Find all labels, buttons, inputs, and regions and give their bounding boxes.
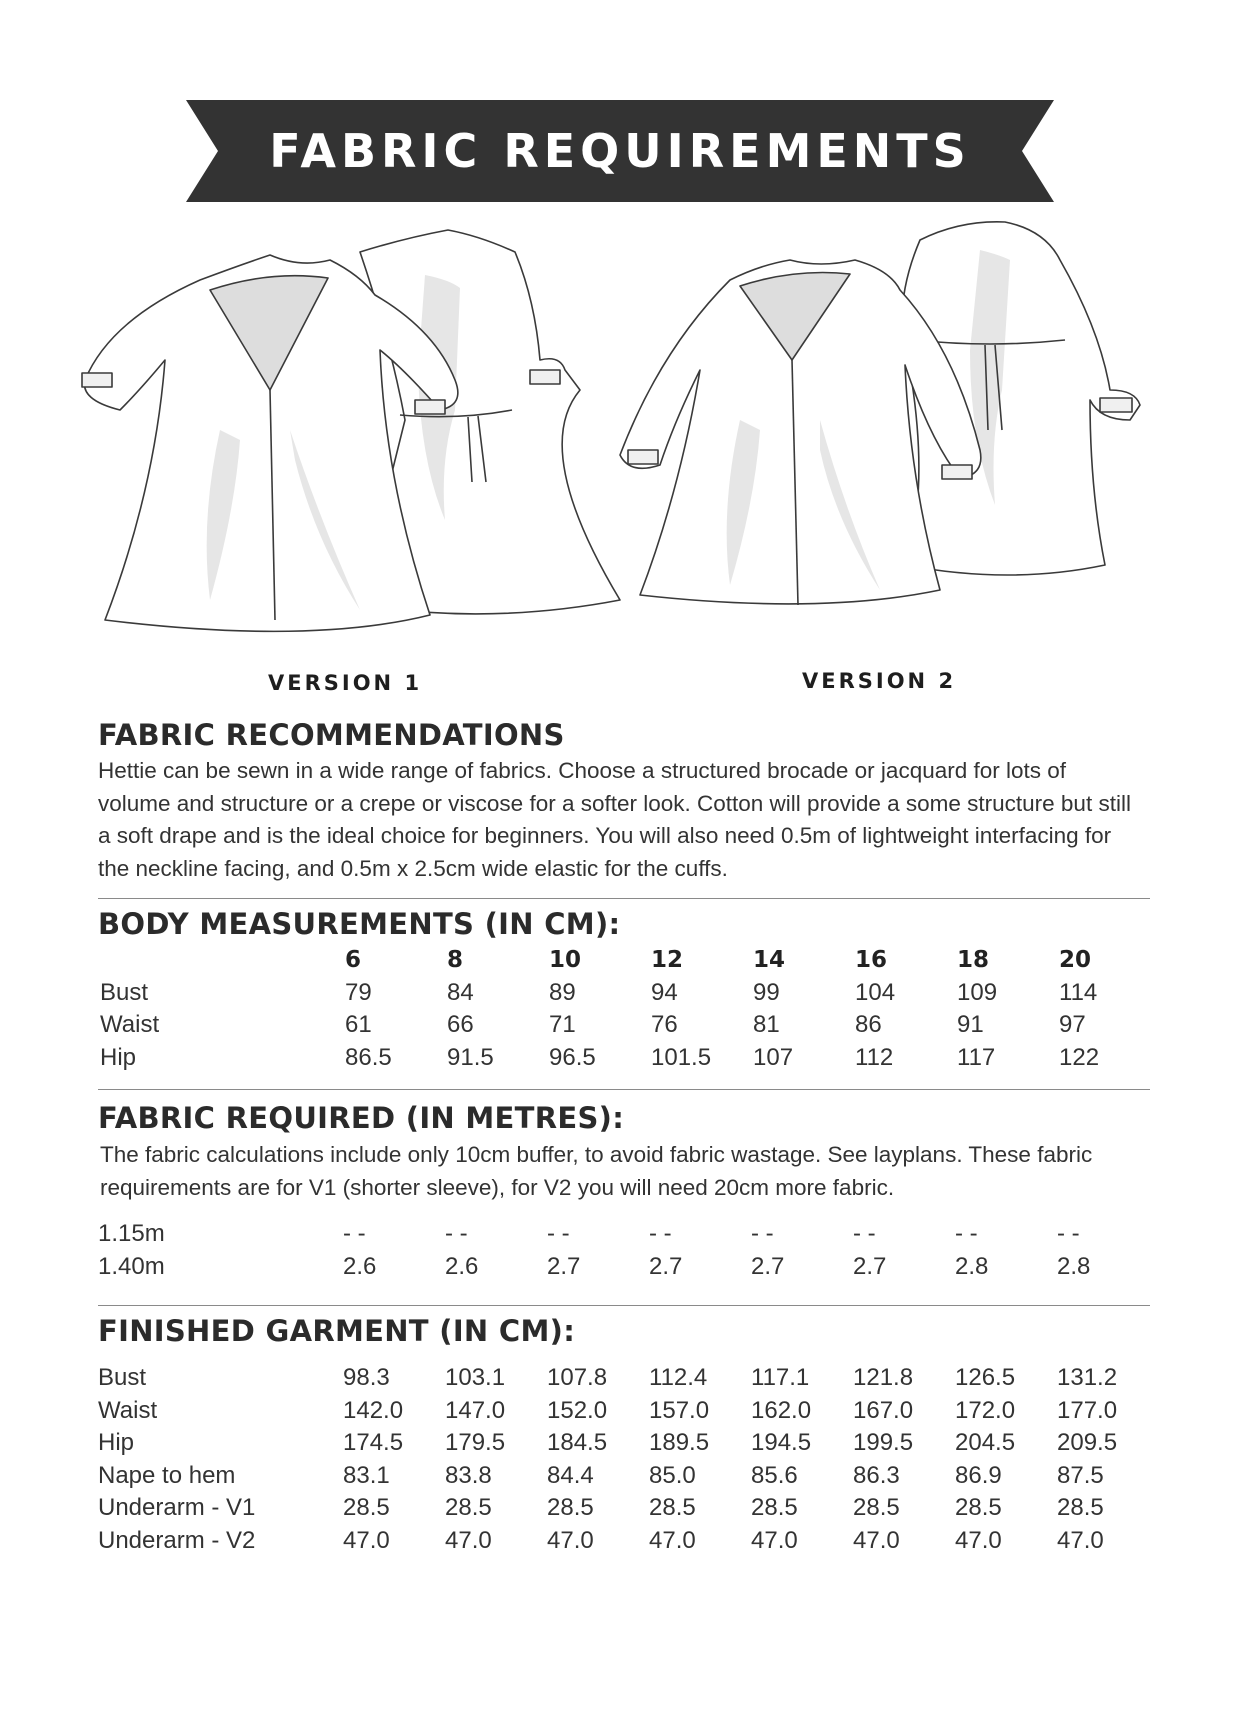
table-cell: 86	[855, 1011, 882, 1038]
table-cell: 162.0	[751, 1396, 812, 1424]
fabric-required-table	[98, 1218, 1159, 1283]
table-cell: 126.5	[955, 1364, 1016, 1391]
row-label: Waist	[98, 1396, 158, 1424]
table-cell: - -	[751, 1220, 774, 1247]
row-label: Underarm - V2	[98, 1526, 256, 1554]
table-cell: 28.5	[751, 1494, 798, 1521]
table-cell: 81	[753, 1011, 780, 1038]
table-cell: - -	[445, 1220, 468, 1247]
table-cell: 189.5	[649, 1429, 710, 1456]
fabric-note-line: The fabric calculations include only 10cm buffer, to avoid fabric wastage. See layplans. These fabric	[100, 1142, 1093, 1167]
table-cell: 2.7	[853, 1252, 887, 1280]
section-divider	[98, 898, 1150, 899]
table-cell: 83.1	[343, 1461, 390, 1489]
table-cell: 209.5	[1057, 1429, 1118, 1456]
table-cell: 47.0	[751, 1526, 798, 1554]
table-cell: - -	[1057, 1220, 1080, 1247]
row-label: Bust	[100, 978, 149, 1006]
table-row	[100, 977, 1161, 1010]
table-cell: 28.5	[445, 1494, 492, 1521]
table-cell: 107.8	[547, 1364, 608, 1391]
row-label: Bust	[98, 1364, 147, 1391]
size-header: 12	[651, 947, 684, 973]
table-row	[98, 1492, 1159, 1525]
table-cell: 107	[753, 1043, 794, 1071]
table-cell: 86.9	[955, 1461, 1002, 1489]
table-cell: 97	[1059, 1011, 1086, 1038]
size-header: 14	[753, 947, 786, 973]
table-cell: 2.7	[547, 1252, 581, 1280]
row-label: 1.40m	[98, 1252, 165, 1280]
size-header: 18	[957, 947, 990, 973]
size-header-row	[100, 944, 1161, 977]
table-cell: 103.1	[445, 1364, 506, 1391]
finished-garment-heading: FINISHED GARMENT (IN CM):	[98, 1314, 576, 1348]
section-divider	[98, 1305, 1150, 1306]
table-cell: 98.3	[343, 1364, 390, 1391]
table-cell: 66	[447, 1011, 474, 1038]
table-row	[98, 1460, 1159, 1493]
table-cell: 104	[855, 978, 896, 1006]
row-label: Hip	[98, 1429, 135, 1456]
table-cell: 177.0	[1057, 1396, 1118, 1424]
table-cell: - -	[547, 1220, 570, 1247]
table-cell: 47.0	[955, 1526, 1002, 1554]
fabric-required-heading: FABRIC REQUIRED (IN METRES):	[98, 1101, 625, 1135]
table-cell: 99	[753, 978, 780, 1006]
table-row	[98, 1362, 1159, 1395]
table-cell: - -	[649, 1220, 672, 1247]
table-cell: 172.0	[955, 1396, 1016, 1424]
table-cell: 91	[957, 1011, 984, 1038]
table-cell: 184.5	[547, 1429, 608, 1456]
size-header: 8	[447, 947, 464, 973]
table-cell: 28.5	[649, 1494, 696, 1521]
table-cell: 117.1	[751, 1364, 810, 1391]
table-cell: 28.5	[1057, 1494, 1104, 1521]
table-row	[98, 1525, 1159, 1558]
table-cell: 117	[957, 1043, 996, 1071]
table-cell: 112	[855, 1043, 894, 1071]
table-cell: 47.0	[1057, 1526, 1104, 1554]
table-cell: 204.5	[955, 1429, 1016, 1456]
row-label: Hip	[100, 1043, 137, 1071]
table-cell: 89	[549, 978, 576, 1006]
table-cell: 85.0	[649, 1461, 696, 1489]
table-cell: 152.0	[547, 1396, 608, 1424]
section-divider	[98, 1089, 1150, 1090]
table-cell: 199.5	[853, 1429, 914, 1456]
table-cell: 96.5	[549, 1043, 596, 1071]
table-cell: 28.5	[547, 1494, 594, 1521]
table-cell: 2.8	[955, 1252, 989, 1280]
table-cell: 114	[1059, 978, 1098, 1006]
table-cell: 142.0	[343, 1396, 404, 1424]
table-row	[100, 1009, 1161, 1042]
table-row	[98, 1427, 1159, 1460]
table-cell: 157.0	[649, 1396, 710, 1424]
table-cell: 28.5	[343, 1494, 390, 1521]
table-row	[98, 1251, 1159, 1284]
size-header: 16	[855, 947, 888, 973]
table-cell: 112.4	[649, 1364, 708, 1391]
table-cell: 61	[345, 1011, 372, 1038]
table-cell: 122	[1059, 1043, 1100, 1071]
table-cell: 194.5	[751, 1429, 812, 1456]
table-cell: 79	[345, 978, 372, 1006]
fabric-recommendations-heading: FABRIC RECOMMENDATIONS	[98, 718, 565, 752]
table-cell: 174.5	[343, 1429, 404, 1456]
fabric-required-text	[100, 1139, 1160, 1204]
title-banner	[186, 100, 1054, 202]
table-cell: 2.6	[343, 1252, 377, 1280]
table-row	[98, 1395, 1159, 1428]
table-cell: 84	[447, 978, 474, 1006]
table-cell: 87.5	[1057, 1461, 1104, 1489]
table-cell: 83.8	[445, 1461, 492, 1489]
table-cell: 167.0	[853, 1396, 914, 1424]
table-cell: 85.6	[751, 1461, 798, 1489]
table-cell: 86.5	[345, 1043, 392, 1071]
table-cell: 84.4	[547, 1461, 594, 1489]
table-cell: 101.5	[651, 1043, 712, 1071]
table-cell: 47.0	[343, 1526, 390, 1554]
size-header: 20	[1059, 947, 1092, 973]
finished-garment-table	[98, 1362, 1159, 1557]
row-label: Waist	[100, 1011, 160, 1038]
body-measurements-table	[100, 944, 1161, 1074]
recommendation-line: the neckline facing, and 0.5m x 2.5cm wide elastic for the cuffs.	[98, 855, 728, 881]
table-cell: 131.2	[1057, 1364, 1118, 1391]
fabric-note-line: requirements are for V1 (shorter sleeve), for V2 you will need 20cm more fabric.	[100, 1174, 895, 1200]
table-cell: 47.0	[853, 1526, 900, 1554]
table-cell: 47.0	[547, 1526, 594, 1554]
table-cell: 2.8	[1057, 1252, 1091, 1280]
table-row	[100, 1042, 1161, 1075]
row-label: 1.15m	[98, 1220, 165, 1247]
table-cell: - -	[853, 1220, 876, 1247]
page-title: FABRIC REQUIREMENTS	[269, 124, 971, 178]
table-cell: 91.5	[447, 1043, 494, 1071]
table-cell: 179.5	[445, 1429, 506, 1456]
table-cell: 147.0	[445, 1396, 506, 1424]
table-cell: 71	[549, 1011, 576, 1038]
row-label: Nape to hem	[98, 1461, 236, 1489]
table-cell: 121.8	[853, 1364, 914, 1391]
table-row	[98, 1218, 1159, 1251]
table-cell: 2.7	[649, 1252, 683, 1280]
body-measurements-heading: BODY MEASUREMENTS (IN CM):	[98, 907, 621, 941]
size-header: 10	[549, 947, 582, 973]
table-cell: - -	[343, 1220, 366, 1247]
fabric-recommendations-text	[98, 755, 1158, 885]
table-cell: 2.7	[751, 1252, 785, 1280]
table-cell: 109	[957, 978, 998, 1006]
row-label: Underarm - V1	[98, 1494, 256, 1521]
recommendation-line: Hettie can be sewn in a wide range of fabrics. Choose a structured brocade or jacquard for lots of	[98, 758, 1067, 783]
version-1-label: VERSION 1	[268, 671, 423, 695]
recommendation-line: volume and structure or a crepe or viscose for a softer look. Cotton will provide a some structure but still	[98, 790, 1131, 816]
size-header: 6	[345, 947, 362, 973]
table-cell: 2.6	[445, 1252, 479, 1280]
table-cell: 47.0	[649, 1526, 696, 1554]
garment-illustrations	[60, 220, 1190, 650]
table-cell: 28.5	[955, 1494, 1002, 1521]
version-2-label: VERSION 2	[802, 669, 957, 693]
table-cell: 28.5	[853, 1494, 900, 1521]
table-cell: 47.0	[445, 1526, 492, 1554]
table-cell: - -	[955, 1220, 978, 1247]
table-cell: 94	[651, 978, 678, 1006]
table-cell: 76	[651, 1011, 678, 1038]
recommendation-line: a soft drape and is the ideal choice for beginners. You will also need 0.5m of lightweight interfacing for	[98, 823, 1112, 848]
table-cell: 86.3	[853, 1461, 900, 1489]
